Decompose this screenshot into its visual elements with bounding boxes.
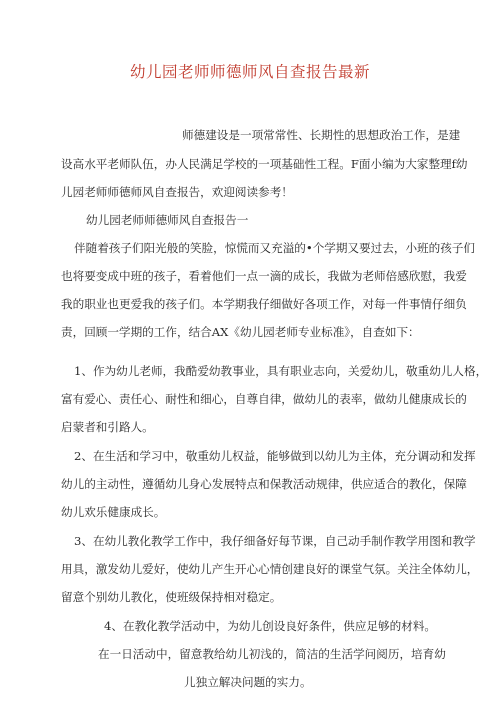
paragraph-line: 留意个别幼儿教化，使班级保持相对稳定。 — [61, 590, 282, 604]
paragraph-line: 伴随着孩子们阳光般的笑脸，惊慌而又充溢的•个学期又要过去，小班的孩子们 — [74, 241, 476, 255]
paragraph-line: 我的职业也更爱我的孩子们。本学期我仔细做好各项工作，对每一件事情仔细负 — [61, 297, 467, 311]
document-title: 幼儿园老师师德师风自查报告最新 — [129, 63, 370, 81]
paragraph-line: 师德建设是一项常常性、长期性的思想政治工作，是建 — [182, 128, 461, 142]
paragraph-line: 在一日活动中，留意教给幼儿初浅的，简洁的生活学问阅历，培育幼 — [98, 647, 446, 661]
paragraph-line: 1、作为幼儿老师，我酷爱幼教事业，具有职业志向，关爱幼儿，敬重幼儿人格， — [74, 364, 488, 378]
paragraph-line: 儿园老师师德师风自查报告，欢迎阅读参考！ — [61, 185, 293, 199]
paragraph-line: 设高水平老师队伍，办人民满足学校的一项基础性工程。F面小编为大家整理f幼 — [61, 157, 468, 171]
paragraph-line: 儿独立解决问题的实力。 — [184, 675, 312, 689]
paragraph-line: 幼儿欢乐健康成长。 — [61, 505, 166, 519]
paragraph-line: 4、在教化教学活动中，为幼儿创设良好条件，供应足够的材料。 — [104, 619, 437, 633]
paragraph-line: 2、在生活和学习中，敬重幼儿权益，能够做到以幼儿为主体，充分调动和发挥 — [74, 449, 476, 463]
paragraph-line: 责，回顾一学期的工作，结合AX《幼儿园老师专业标准》，自查如下： — [61, 325, 420, 339]
paragraph-line: 富有爱心、责任心、耐性和细心，自尊自律，做幼儿的表率，做幼儿健康成长的 — [61, 392, 467, 406]
paragraph-line: 启蒙者和引路人。 — [61, 420, 154, 434]
paragraph-line: 也将要变成中班的孩子，看着他们一点一滴的成长，我做为老师倍感欣慰，我爱 — [61, 269, 467, 283]
paragraph-line: 幼儿的主动性，遵循幼儿身心发展特点和保教活动规律，供应适合的教化，保障 — [61, 477, 467, 491]
section-heading: 幼儿园老师师德师风自查报告一 — [86, 213, 249, 227]
paragraph-line: 用具，激发幼儿爱好，使幼儿产生开心心情创建良好的课堂气氛。关注全体幼儿， — [61, 562, 479, 576]
paragraph-line: 3、在幼儿教化教学工作中，我仔细备好每节课，自己动手制作教学用图和教学 — [74, 534, 476, 548]
